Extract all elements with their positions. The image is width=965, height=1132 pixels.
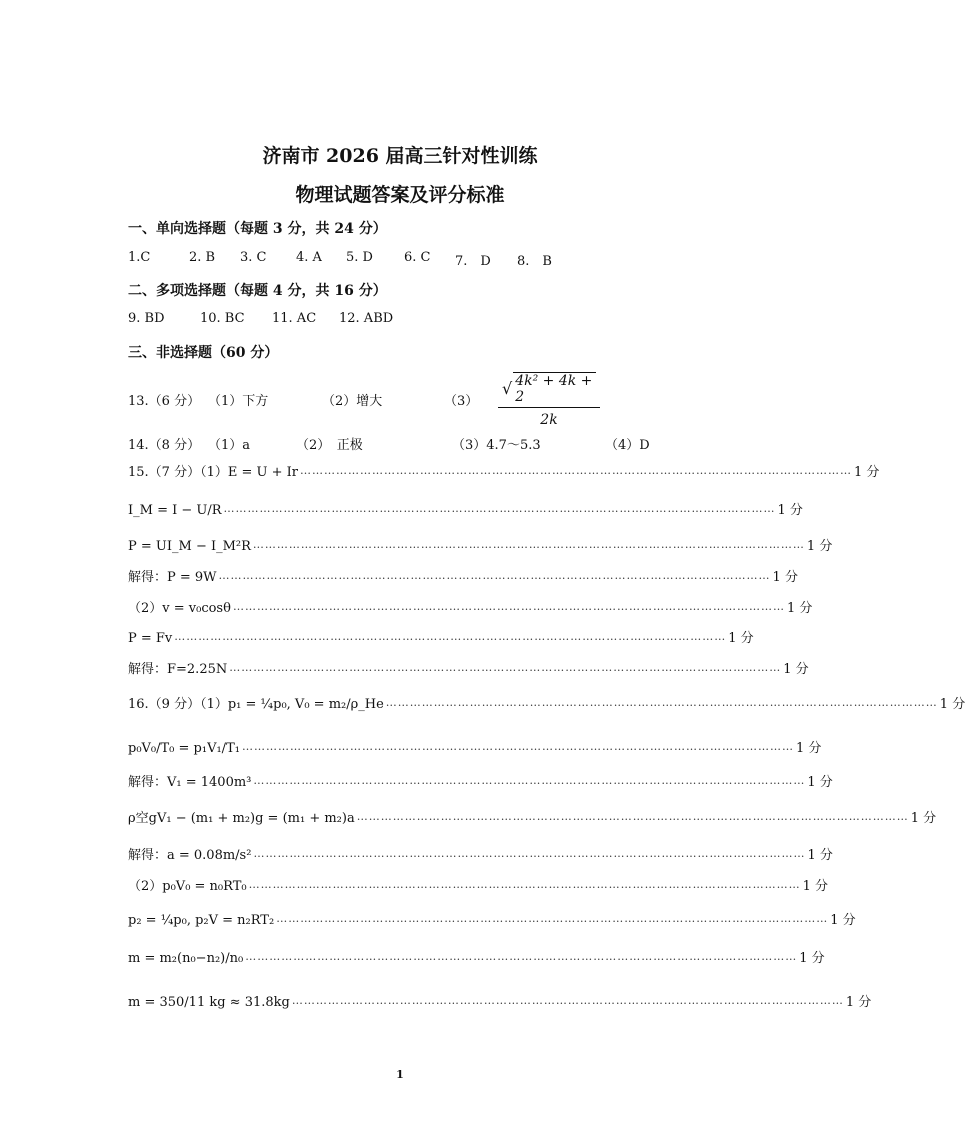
q16-line-6-text: （2）p₀V₀ = n₀RT₀	[128, 879, 247, 894]
document-title: 济南市 2026 届高三针对性训练	[262, 145, 538, 167]
q15-line-3	[128, 532, 833, 554]
q13-denominator: 2k	[540, 412, 558, 428]
answer-6: 6. C	[404, 250, 431, 265]
q14-part2: （2） 正极	[296, 438, 363, 453]
q15-line-7	[128, 655, 809, 677]
q15-line-4	[128, 563, 798, 585]
leader-dots: …………………………………………………………………………………………………………………………	[241, 740, 794, 753]
document-subtitle: 物理试题答案及评分标准	[295, 184, 505, 206]
q15-line-1	[128, 458, 880, 480]
leader-dots: …………………………………………………………………………………………………………………………	[291, 994, 844, 1007]
q16-line-2	[128, 734, 822, 756]
q16-line-2-text: p₀V₀/T₀ = p₁V₁/T₁	[128, 741, 240, 756]
leader-dots: …………………………………………………………………………………………………………………………	[276, 912, 829, 925]
answer-2: 2. B	[189, 250, 216, 265]
score-label: 1 分	[786, 601, 813, 616]
score-label: 1 分	[777, 503, 803, 518]
leader-dots: …………………………………………………………………………………………………………………………	[174, 630, 727, 643]
score-label: 1 分	[845, 995, 872, 1010]
q13-numerator: 4k² + 4k + 2	[513, 372, 596, 405]
score-label: 1 分	[806, 539, 833, 554]
q16-line-7-text: p₂ = ¼p₀, p₂V = n₂RT₂	[128, 913, 275, 928]
q16-line-6	[128, 872, 828, 894]
leader-dots: …………………………………………………………………………………………………………………………	[223, 502, 776, 515]
score-label: 1 分	[728, 631, 754, 646]
score-label: 1 分	[807, 848, 833, 863]
leader-dots: …………………………………………………………………………………………………………………………	[218, 569, 771, 582]
q16-line-3-text: 解得：V₁ = 1400m³	[128, 775, 252, 790]
q16-line-1	[128, 690, 965, 712]
answer-12: 12. ABD	[339, 311, 394, 326]
q13-label: 13.（6 分）	[128, 394, 201, 409]
section3-heading: 三、非选择题（60 分）	[128, 345, 279, 361]
score-label: 1 分	[939, 697, 965, 712]
answer-1: 1.C	[128, 250, 151, 265]
section2-heading: 二、多项选择题（每题 4 分，共 16 分）	[128, 283, 387, 299]
leader-dots: …………………………………………………………………………………………………………………………	[245, 950, 798, 963]
q15-line-6-text: P = Fv	[128, 631, 173, 646]
score-label: 1 分	[910, 811, 937, 826]
q15-line-4-text: 解得：P = 9W	[128, 570, 217, 585]
q14-label: 14.（8 分）	[128, 438, 201, 453]
answer-4: 4. A	[296, 250, 322, 265]
score-label: 1 分	[783, 662, 809, 677]
score-label: 1 分	[830, 913, 856, 928]
q15-line-2-text: I_M = I − U/R	[128, 503, 222, 518]
score-label: 1 分	[799, 951, 825, 966]
leader-dots: …………………………………………………………………………………………………………………………	[253, 774, 806, 787]
q16-line-3	[128, 768, 833, 790]
leader-dots: …………………………………………………………………………………………………………………………	[252, 538, 805, 551]
answer-11: 11. AC	[272, 311, 317, 326]
q16-line-5-text: 解得：a = 0.08m/s²	[128, 848, 252, 863]
q14-part1: （1）a	[208, 438, 251, 453]
leader-dots: …………………………………………………………………………………………………………………………	[253, 847, 806, 860]
q15-line-3-text: P = UI_M − I_M²R	[128, 539, 251, 554]
q16-line-5	[128, 841, 833, 863]
score-label: 1 分	[772, 570, 798, 585]
leader-dots: …………………………………………………………………………………………………………………………	[356, 810, 909, 823]
answer-7: 7. D	[455, 254, 491, 269]
answer-5: 5. D	[346, 250, 373, 265]
q15-line-5-text: （2）v = v₀cosθ	[128, 601, 231, 616]
q15-line-1-text: 15.（7 分）（1）E = U + Ir	[128, 465, 298, 480]
q16-line-8	[128, 944, 825, 966]
q16-line-9	[128, 988, 872, 1010]
answer-8: 8. B	[517, 254, 552, 269]
score-label: 1 分	[795, 741, 822, 756]
q14-part3: （3）4.7～5.3	[452, 438, 541, 453]
score-label: 1 分	[853, 465, 880, 480]
leader-dots: …………………………………………………………………………………………………………………………	[232, 600, 785, 613]
answer-10: 10. BC	[200, 311, 245, 326]
q16-line-9-text: m = 350/11 kg ≈ 31.8kg	[128, 995, 290, 1010]
q16-line-8-text: m = m₂(n₀−n₂)/n₀	[128, 951, 244, 966]
q13-answer-fraction: √ 4k² + 4k + 2 2k	[498, 372, 600, 428]
section1-heading: 一、单向选择题（每题 3 分，共 24 分）	[128, 221, 387, 237]
score-label: 1 分	[807, 775, 833, 790]
score-label: 1 分	[802, 879, 828, 894]
q16-line-1-text: 16.（9 分）（1）p₁ = ¼p₀, V₀ = m₂/ρ_He	[128, 697, 384, 712]
leader-dots: …………………………………………………………………………………………………………………………	[385, 696, 938, 709]
q15-line-5	[128, 594, 813, 616]
q16-line-4	[128, 804, 937, 826]
q16-line-4-text: ρ空gV₁ − (m₁ + m₂)g = (m₁ + m₂)a	[128, 811, 355, 826]
q16-line-7	[128, 906, 856, 928]
answer-9: 9. BD	[128, 311, 165, 326]
page-number: 1	[396, 1068, 404, 1081]
leader-dots: …………………………………………………………………………………………………………………………	[299, 464, 852, 477]
q13-part2: （2）增大	[322, 394, 383, 409]
answer-3: 3. C	[240, 250, 267, 265]
q13-part1: （1）下方	[208, 394, 269, 409]
leader-dots: …………………………………………………………………………………………………………………………	[248, 878, 801, 891]
q15-line-7-text: 解得：F=2.25N	[128, 662, 228, 677]
q15-line-6	[128, 624, 754, 646]
q14-part4: （4）D	[605, 438, 650, 453]
q13-part3: （3）	[444, 394, 479, 409]
leader-dots: …………………………………………………………………………………………………………………………	[229, 661, 782, 674]
q15-line-2	[128, 496, 803, 518]
